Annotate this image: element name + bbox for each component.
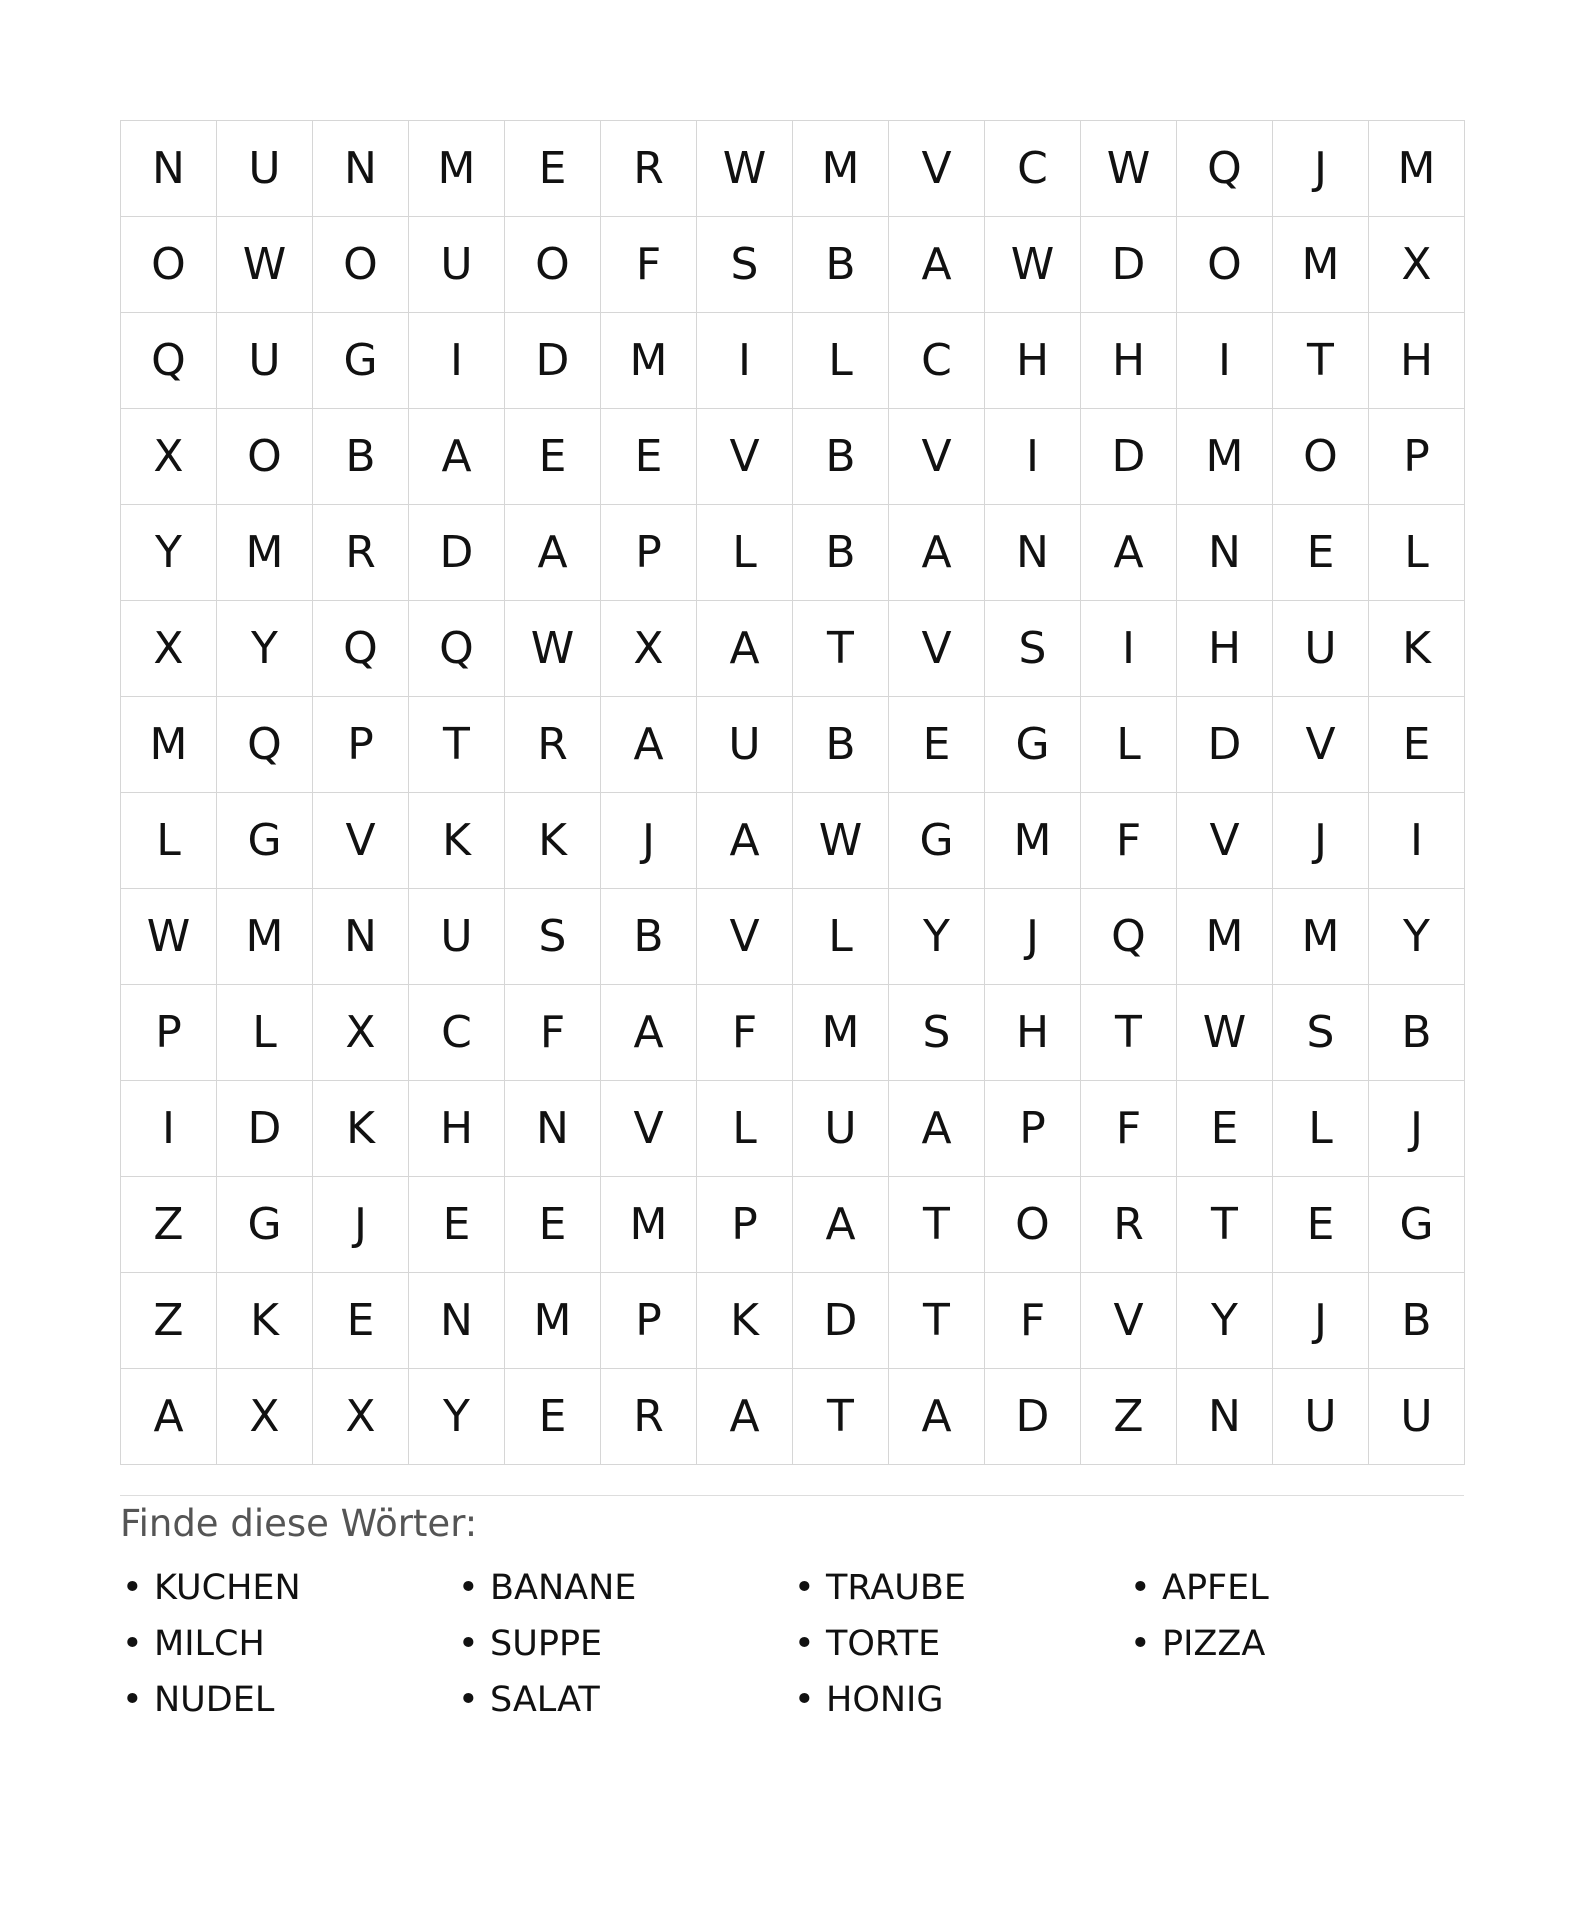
grid-cell[interactable]: M [217, 505, 313, 601]
grid-cell[interactable]: H [409, 1081, 505, 1177]
grid-cell[interactable]: X [121, 601, 217, 697]
grid-cell[interactable]: U [1273, 1369, 1369, 1465]
grid-cell[interactable]: D [1081, 409, 1177, 505]
grid-cell[interactable]: T [409, 697, 505, 793]
grid-cell[interactable]: A [697, 793, 793, 889]
bullet-icon: • [458, 1680, 479, 1720]
grid-cell[interactable]: Y [1369, 889, 1465, 985]
grid-cell[interactable]: F [1081, 793, 1177, 889]
letter-grid [120, 120, 1465, 1465]
grid-cell[interactable]: C [409, 985, 505, 1081]
grid-cell[interactable]: L [1081, 697, 1177, 793]
grid-cell[interactable]: V [1081, 1273, 1177, 1369]
grid-cell[interactable]: T [1273, 313, 1369, 409]
grid-cell[interactable]: E [889, 697, 985, 793]
grid-cell[interactable]: H [1081, 313, 1177, 409]
grid-cell[interactable]: A [505, 505, 601, 601]
grid-cell[interactable]: P [121, 985, 217, 1081]
word-list [120, 1560, 1464, 1728]
grid-cell[interactable]: T [889, 1177, 985, 1273]
divider [120, 1495, 1464, 1496]
grid-cell[interactable]: J [313, 1177, 409, 1273]
grid-cell[interactable]: G [217, 793, 313, 889]
grid-cell[interactable]: M [601, 313, 697, 409]
bullet-icon: • [458, 1624, 479, 1664]
word-list-item [456, 1560, 792, 1616]
word-label: SALAT [490, 1680, 600, 1720]
grid-cell[interactable]: O [121, 217, 217, 313]
grid-cell[interactable]: W [217, 217, 313, 313]
grid-cell[interactable]: T [1177, 1177, 1273, 1273]
grid-cell[interactable]: O [217, 409, 313, 505]
grid-cell[interactable]: I [1369, 793, 1465, 889]
grid-cell[interactable]: R [1081, 1177, 1177, 1273]
grid-cell[interactable]: A [793, 1177, 889, 1273]
grid-cell[interactable]: E [313, 1273, 409, 1369]
words-heading: Finde diese Wörter: [120, 1502, 478, 1545]
bullet-icon: • [458, 1568, 479, 1608]
grid-cell[interactable]: L [1369, 505, 1465, 601]
word-list-item [1128, 1616, 1464, 1672]
grid-cell[interactable]: Q [121, 313, 217, 409]
grid-cell[interactable]: K [217, 1273, 313, 1369]
grid-cell[interactable]: L [121, 793, 217, 889]
grid-cell[interactable]: U [1273, 601, 1369, 697]
grid-cell[interactable]: P [601, 1273, 697, 1369]
grid-cell[interactable]: H [1369, 313, 1465, 409]
grid-cell[interactable]: E [409, 1177, 505, 1273]
bullet-icon: • [794, 1568, 815, 1608]
grid-cell[interactable]: O [985, 1177, 1081, 1273]
grid-cell[interactable]: V [889, 409, 985, 505]
grid-cell[interactable]: X [217, 1369, 313, 1465]
grid-cell[interactable]: D [985, 1369, 1081, 1465]
grid-cell[interactable]: W [121, 889, 217, 985]
grid-cell[interactable]: O [1177, 217, 1273, 313]
grid-cell[interactable]: E [505, 1177, 601, 1273]
grid-cell[interactable]: Z [121, 1273, 217, 1369]
word-list-item [120, 1672, 456, 1728]
grid-cell[interactable]: D [793, 1273, 889, 1369]
grid-cell[interactable]: A [121, 1369, 217, 1465]
grid-cell[interactable]: X [601, 601, 697, 697]
grid-cell[interactable]: P [1369, 409, 1465, 505]
grid-cell[interactable]: S [697, 217, 793, 313]
grid-cell[interactable]: X [121, 409, 217, 505]
bullet-icon: • [122, 1624, 143, 1664]
grid-cell[interactable]: E [1177, 1081, 1273, 1177]
grid-cell[interactable]: R [601, 121, 697, 217]
grid-cell[interactable]: Q [217, 697, 313, 793]
grid-cell[interactable]: O [1273, 409, 1369, 505]
grid-cell[interactable]: G [985, 697, 1081, 793]
grid-cell[interactable]: E [1369, 697, 1465, 793]
grid-cell[interactable]: X [313, 1369, 409, 1465]
grid-cell[interactable]: M [505, 1273, 601, 1369]
word-label: HONIG [826, 1680, 944, 1720]
grid-cell[interactable]: I [697, 313, 793, 409]
grid-cell[interactable]: G [889, 793, 985, 889]
grid-cell[interactable]: A [889, 1369, 985, 1465]
grid-cell[interactable]: V [889, 121, 985, 217]
grid-cell[interactable]: A [601, 985, 697, 1081]
grid-cell[interactable]: P [697, 1177, 793, 1273]
grid-cell[interactable]: T [1081, 985, 1177, 1081]
word-list-item [1128, 1560, 1464, 1616]
grid-cell[interactable]: G [217, 1177, 313, 1273]
grid-cell[interactable]: J [601, 793, 697, 889]
grid-cell[interactable]: S [505, 889, 601, 985]
grid-cell[interactable]: M [793, 121, 889, 217]
grid-cell[interactable]: L [697, 505, 793, 601]
word-list-item [456, 1672, 792, 1728]
grid-cell[interactable]: O [505, 217, 601, 313]
grid-cell[interactable]: E [1273, 505, 1369, 601]
grid-cell[interactable]: J [1273, 121, 1369, 217]
grid-cell[interactable]: N [313, 121, 409, 217]
grid-cell[interactable]: E [1273, 1177, 1369, 1273]
grid-cell[interactable]: M [1177, 889, 1273, 985]
grid-cell[interactable]: X [313, 985, 409, 1081]
grid-cell[interactable]: Y [1177, 1273, 1273, 1369]
grid-cell[interactable]: N [985, 505, 1081, 601]
grid-cell[interactable]: B [601, 889, 697, 985]
grid-cell[interactable]: L [1273, 1081, 1369, 1177]
grid-cell[interactable]: U [217, 313, 313, 409]
grid-cell[interactable]: H [985, 313, 1081, 409]
grid-cell[interactable]: A [409, 409, 505, 505]
grid-cell[interactable]: N [1177, 505, 1273, 601]
grid-cell[interactable]: M [217, 889, 313, 985]
grid-cell[interactable]: A [889, 505, 985, 601]
grid-cell[interactable]: L [793, 313, 889, 409]
grid-cell[interactable]: B [1369, 1273, 1465, 1369]
grid-cell[interactable]: S [985, 601, 1081, 697]
grid-cell[interactable]: V [889, 601, 985, 697]
grid-cell[interactable]: M [1369, 121, 1465, 217]
grid-cell[interactable]: F [601, 217, 697, 313]
grid-cell[interactable]: U [217, 121, 313, 217]
grid-cell[interactable]: N [1177, 1369, 1273, 1465]
grid-cell[interactable]: C [985, 121, 1081, 217]
grid-cell[interactable]: E [601, 409, 697, 505]
grid-cell[interactable]: N [505, 1081, 601, 1177]
grid-cell[interactable]: L [793, 889, 889, 985]
grid-cell[interactable]: T [793, 601, 889, 697]
grid-cell[interactable]: F [1081, 1081, 1177, 1177]
grid-cell[interactable]: E [505, 409, 601, 505]
grid-cell[interactable]: V [697, 409, 793, 505]
grid-cell[interactable]: I [1081, 601, 1177, 697]
bullet-icon: • [794, 1624, 815, 1664]
grid-cell[interactable]: U [1369, 1369, 1465, 1465]
word-list-item [456, 1616, 792, 1672]
word-label: TRAUBE [826, 1568, 966, 1608]
word-search-puzzle [120, 120, 1464, 1728]
grid-cell[interactable]: V [1273, 697, 1369, 793]
grid-cell[interactable]: E [505, 121, 601, 217]
grid-cell[interactable]: I [409, 313, 505, 409]
grid-cell[interactable]: S [889, 985, 985, 1081]
grid-cell[interactable]: J [1369, 1081, 1465, 1177]
grid-cell[interactable]: C [889, 313, 985, 409]
word-label: BANANE [490, 1568, 637, 1608]
grid-cell[interactable]: K [409, 793, 505, 889]
grid-cell[interactable]: R [313, 505, 409, 601]
grid-cell[interactable]: R [505, 697, 601, 793]
grid-cell[interactable]: V [1177, 793, 1273, 889]
grid-cell[interactable]: D [217, 1081, 313, 1177]
grid-cell[interactable]: M [1177, 409, 1273, 505]
grid-cell[interactable]: L [697, 1081, 793, 1177]
grid-cell[interactable]: N [409, 1273, 505, 1369]
grid-cell[interactable]: B [313, 409, 409, 505]
grid-cell[interactable]: P [601, 505, 697, 601]
grid-cell[interactable]: W [505, 601, 601, 697]
grid-cell[interactable]: L [217, 985, 313, 1081]
grid-cell[interactable]: U [409, 889, 505, 985]
grid-cell[interactable]: J [1273, 1273, 1369, 1369]
grid-cell[interactable]: H [1177, 601, 1273, 697]
grid-cell[interactable]: B [793, 217, 889, 313]
grid-cell[interactable]: U [409, 217, 505, 313]
grid-cell[interactable]: V [697, 889, 793, 985]
grid-cell[interactable]: A [1081, 505, 1177, 601]
grid-cell[interactable]: B [793, 697, 889, 793]
grid-cell[interactable]: F [505, 985, 601, 1081]
bullet-icon: • [1130, 1624, 1151, 1664]
grid-cell[interactable]: G [1369, 1177, 1465, 1273]
word-list-item [120, 1616, 456, 1672]
grid-cell[interactable]: M [793, 985, 889, 1081]
grid-cell[interactable]: Z [121, 1177, 217, 1273]
grid-cell[interactable]: A [697, 601, 793, 697]
grid-cell[interactable]: Q [313, 601, 409, 697]
grid-cell[interactable]: K [697, 1273, 793, 1369]
grid-cell[interactable]: M [601, 1177, 697, 1273]
grid-cell[interactable]: F [985, 1273, 1081, 1369]
grid-cell[interactable]: E [505, 1369, 601, 1465]
grid-cell[interactable]: Q [409, 601, 505, 697]
grid-cell[interactable]: Y [121, 505, 217, 601]
grid-cell[interactable]: S [1273, 985, 1369, 1081]
grid-cell[interactable]: K [505, 793, 601, 889]
grid-cell[interactable]: B [1369, 985, 1465, 1081]
grid-cell[interactable]: H [985, 985, 1081, 1081]
grid-cell[interactable]: I [985, 409, 1081, 505]
grid-cell[interactable]: A [601, 697, 697, 793]
word-list-item [120, 1560, 456, 1616]
grid-cell[interactable]: N [121, 121, 217, 217]
word-label: NUDEL [154, 1680, 275, 1720]
grid-cell[interactable]: T [793, 1369, 889, 1465]
bullet-icon: • [1130, 1568, 1151, 1608]
grid-cell[interactable]: W [1081, 121, 1177, 217]
word-label: SUPPE [490, 1624, 603, 1664]
grid-cell[interactable]: M [985, 793, 1081, 889]
grid-cell[interactable]: W [985, 217, 1081, 313]
word-list-item [792, 1560, 1128, 1616]
grid-cell[interactable]: K [313, 1081, 409, 1177]
grid-cell[interactable]: D [409, 505, 505, 601]
word-label: MILCH [154, 1624, 265, 1664]
grid-cell[interactable]: Y [409, 1369, 505, 1465]
grid-cell[interactable]: K [1369, 601, 1465, 697]
grid-cell[interactable]: M [409, 121, 505, 217]
grid-cell[interactable]: M [1273, 217, 1369, 313]
grid-cell[interactable]: J [1273, 793, 1369, 889]
grid-cell[interactable]: W [697, 121, 793, 217]
grid-cell[interactable]: I [1177, 313, 1273, 409]
grid-cell[interactable]: P [313, 697, 409, 793]
grid-cell[interactable]: V [601, 1081, 697, 1177]
word-label: APFEL [1162, 1568, 1269, 1608]
grid-cell[interactable]: W [793, 793, 889, 889]
grid-cell[interactable]: G [313, 313, 409, 409]
grid-cell[interactable]: R [601, 1369, 697, 1465]
grid-cell[interactable]: V [313, 793, 409, 889]
word-label: PIZZA [1162, 1624, 1266, 1664]
grid-cell[interactable]: B [793, 505, 889, 601]
bullet-icon: • [122, 1568, 143, 1608]
grid-cell[interactable]: D [505, 313, 601, 409]
grid-cell[interactable]: A [889, 1081, 985, 1177]
word-list-item [792, 1672, 1128, 1728]
grid-cell[interactable]: Y [889, 889, 985, 985]
word-label: KUCHEN [154, 1568, 301, 1608]
grid-cell[interactable]: X [1369, 217, 1465, 313]
grid-cell[interactable]: U [793, 1081, 889, 1177]
grid-cell[interactable]: J [985, 889, 1081, 985]
grid-cell[interactable]: N [313, 889, 409, 985]
bullet-icon: • [794, 1680, 815, 1720]
grid-cell[interactable]: D [1081, 217, 1177, 313]
grid-cell[interactable]: I [121, 1081, 217, 1177]
grid-cell[interactable]: Y [217, 601, 313, 697]
grid-cell[interactable]: W [1177, 985, 1273, 1081]
grid-cell[interactable]: T [889, 1273, 985, 1369]
grid-cell[interactable]: O [313, 217, 409, 313]
grid-cell[interactable]: A [889, 217, 985, 313]
grid-cell[interactable]: P [985, 1081, 1081, 1177]
grid-cell[interactable]: Z [1081, 1369, 1177, 1465]
grid-cell[interactable]: A [697, 1369, 793, 1465]
grid-cell[interactable]: M [1273, 889, 1369, 985]
grid-cell[interactable]: U [697, 697, 793, 793]
word-list-item [792, 1616, 1128, 1672]
grid-cell[interactable]: D [1177, 697, 1273, 793]
grid-cell[interactable]: F [697, 985, 793, 1081]
grid-cell[interactable]: B [793, 409, 889, 505]
bullet-icon: • [122, 1680, 143, 1720]
grid-cell[interactable]: Q [1177, 121, 1273, 217]
grid-cell[interactable]: Q [1081, 889, 1177, 985]
word-label: TORTE [826, 1624, 941, 1664]
grid-cell[interactable]: M [121, 697, 217, 793]
